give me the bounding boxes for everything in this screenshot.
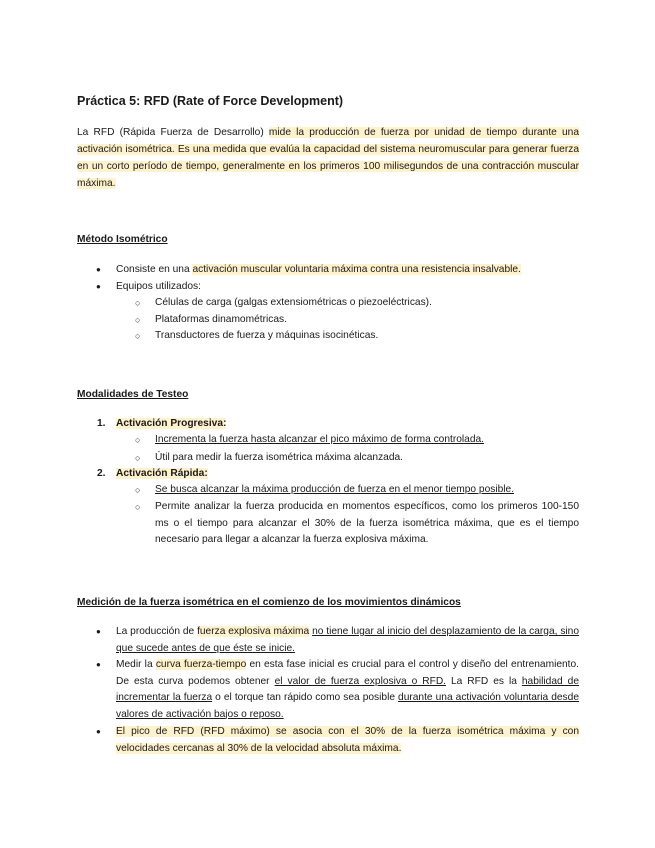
metodo-sub-1	[135, 295, 432, 312]
circle-bullet-icon: ○	[135, 485, 141, 495]
bullet-icon: ●	[96, 282, 101, 291]
modalidad-2-label: Activación Rápida:	[116, 468, 208, 479]
medicion-b2-text-d: o el torque tan rápido como sea posible	[212, 692, 399, 703]
circle-bullet-icon: ○	[135, 435, 141, 445]
modalidad-1-sub-1	[135, 432, 484, 449]
metodo-bullet-1	[96, 262, 521, 279]
modalidad-1-sub-1-text: Incrementa la fuerza hasta alcanzar el pico máximo de forma controlada.	[155, 434, 484, 445]
bullet-icon: ●	[96, 727, 101, 736]
bullet-icon: ●	[96, 660, 101, 669]
medicion-b2-underlined-3: durante una activación voluntaria desde valores de activación bajos o reposo.	[116, 692, 579, 720]
modalidades-heading: Modalidades de Testeo	[77, 389, 189, 400]
bullet-icon: ●	[96, 265, 101, 274]
page-title: Práctica 5: RFD (Rate of Force Development)	[77, 94, 344, 108]
circle-bullet-icon: ○	[135, 315, 141, 325]
modalidad-2-sub-1	[135, 482, 515, 499]
medicion-bullet-3	[96, 724, 579, 757]
medicion-b2-highlight: curva fuerza-tiempo	[155, 659, 247, 670]
list-number: 1.	[97, 418, 106, 429]
bullet-icon: ●	[96, 627, 101, 636]
modalidad-1	[97, 416, 227, 433]
metodo-sub-2	[135, 312, 287, 329]
modalidad-2	[97, 466, 208, 483]
medicion-b1-highlight: fuerza explosiva máxima	[197, 626, 310, 637]
medicion-b1-underlined: no tiene lugar al inicio del desplazamiento de la carga, sino que sucede antes de que éste se inicie.	[116, 626, 580, 654]
medicion-b2-text-b: en esta fase inicial es crucial para el control y diseño del entrenamiento. De esta curva podemos obtener	[116, 659, 579, 687]
medicion-b2-underlined-2: habilidad de incrementar la fuerza	[116, 675, 579, 703]
medicion-b2-text-c: La RFD es la	[446, 675, 522, 687]
circle-bullet-icon: ○	[135, 502, 141, 512]
circle-bullet-icon: ○	[135, 331, 141, 341]
metodo-sub-2-text: Plataformas dinamométricas.	[155, 314, 287, 325]
medicion-bullet-2	[96, 657, 579, 723]
circle-bullet-icon: ○	[135, 298, 141, 308]
medicion-b1-text: La producción de	[116, 626, 198, 637]
intro-highlight: mide la producción de fuerza por unidad de tiempo durante una activación isométrica. Es una medida que evalúa la capacidad del sistema neuromuscular para generar fuerza en un corto período de tiempo, generalmente en los primeros 100 milisegundos de una contracción muscular máxima.	[77, 127, 579, 189]
medicion-bullet-1	[96, 624, 580, 657]
metodo-sub-3-text: Transductores de fuerza y máquinas isocinéticas.	[155, 330, 379, 341]
medicion-b2-underlined-1: el valor de fuerza explosiva o RFD.	[274, 675, 447, 687]
metodo-sub-3	[135, 328, 379, 345]
medicion-heading: Medición de la fuerza isométrica en el comienzo de los movimientos dinámicos	[77, 597, 461, 608]
metodo-b1-highlight: activación muscular voluntaria máxima contra una resistencia insalvable.	[192, 264, 521, 275]
metodo-heading: Método Isométrico	[77, 234, 168, 245]
modalidad-2-sub-2	[135, 499, 579, 549]
list-number: 2.	[97, 468, 106, 479]
medicion-b3-highlight: El pico de RFD (RFD máximo) se asocia con el 30% de la fuerza isométrica máxima y con velocidades cercanas al 30% de la velocidad absoluta máxima.	[116, 726, 579, 754]
intro-paragraph	[77, 124, 579, 192]
medicion-b2-text-a: Medir la	[116, 659, 156, 670]
metodo-sub-1-text: Células de carga (galgas extensiométricas o piezoeléctricas).	[155, 297, 432, 308]
metodo-bullet-2	[96, 279, 201, 296]
intro-text: La RFD (Rápida Fuerza de Desarrollo)	[77, 127, 269, 138]
circle-bullet-icon: ○	[135, 453, 141, 463]
metodo-b2-text: Equipos utilizados:	[116, 281, 201, 292]
modalidad-1-label: Activación Progresiva:	[116, 418, 227, 429]
metodo-b1-text: Consiste en una	[116, 264, 193, 275]
modalidad-2-sub-2-text: Permite analizar la fuerza producida en momentos específicos, como los primeros 100-150 ms o el tiempo para alcanzar el 30% de la fuerza isométrica máxima, que es el tiempo necesario para llegar a alcanzar la fuerza explosiva máxima.	[155, 501, 579, 545]
modalidad-1-sub-2	[135, 450, 403, 467]
modalidad-2-sub-1-text: Se busca alcanzar la máxima producción de fuerza en el menor tiempo posible.	[155, 484, 515, 495]
modalidad-1-sub-2-text: Útil para medir la fuerza isométrica máxima alcanzada.	[155, 452, 403, 463]
